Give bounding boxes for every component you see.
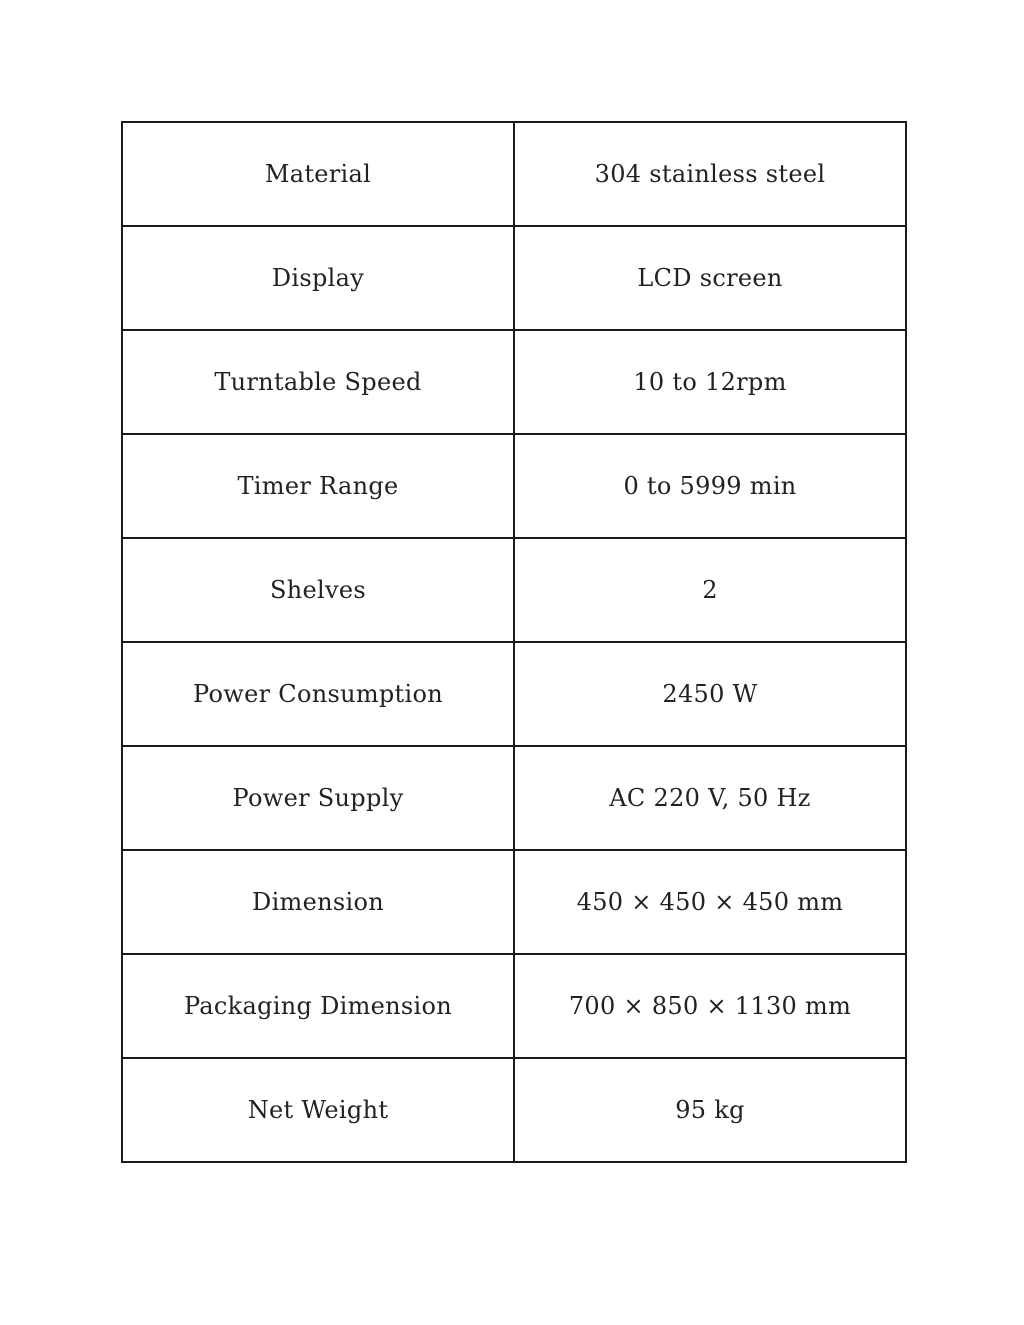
table-row [122,642,906,746]
table-row [122,122,906,226]
table-row [122,746,906,850]
spec-label: Shelves [122,538,514,642]
spec-label: Timer Range [122,434,514,538]
table-row [122,850,906,954]
spec-value: 0 to 5999 min [514,434,906,538]
spec-label: Power Consumption [122,642,514,746]
spec-value: 95 kg [514,1058,906,1162]
table-row [122,226,906,330]
spec-value: 2 [514,538,906,642]
spec-value: 10 to 12rpm [514,330,906,434]
spec-label: Turntable Speed [122,330,514,434]
spec-value: 450 × 450 × 450 mm [514,850,906,954]
table-row [122,1058,906,1162]
spec-value: 304 stainless steel [514,122,906,226]
spec-label: Packaging Dimension [122,954,514,1058]
spec-label: Net Weight [122,1058,514,1162]
table-row [122,538,906,642]
spec-label: Display [122,226,514,330]
table-row [122,954,906,1058]
spec-label: Dimension [122,850,514,954]
spec-value: 700 × 850 × 1130 mm [514,954,906,1058]
spec-value: AC 220 V, 50 Hz [514,746,906,850]
spec-label: Power Supply [122,746,514,850]
spec-value: 2450 W [514,642,906,746]
spec-label: Material [122,122,514,226]
table-row [122,434,906,538]
spec-table-body [122,122,906,1162]
table-row [122,330,906,434]
spec-value: LCD screen [514,226,906,330]
spec-table [121,121,907,1163]
